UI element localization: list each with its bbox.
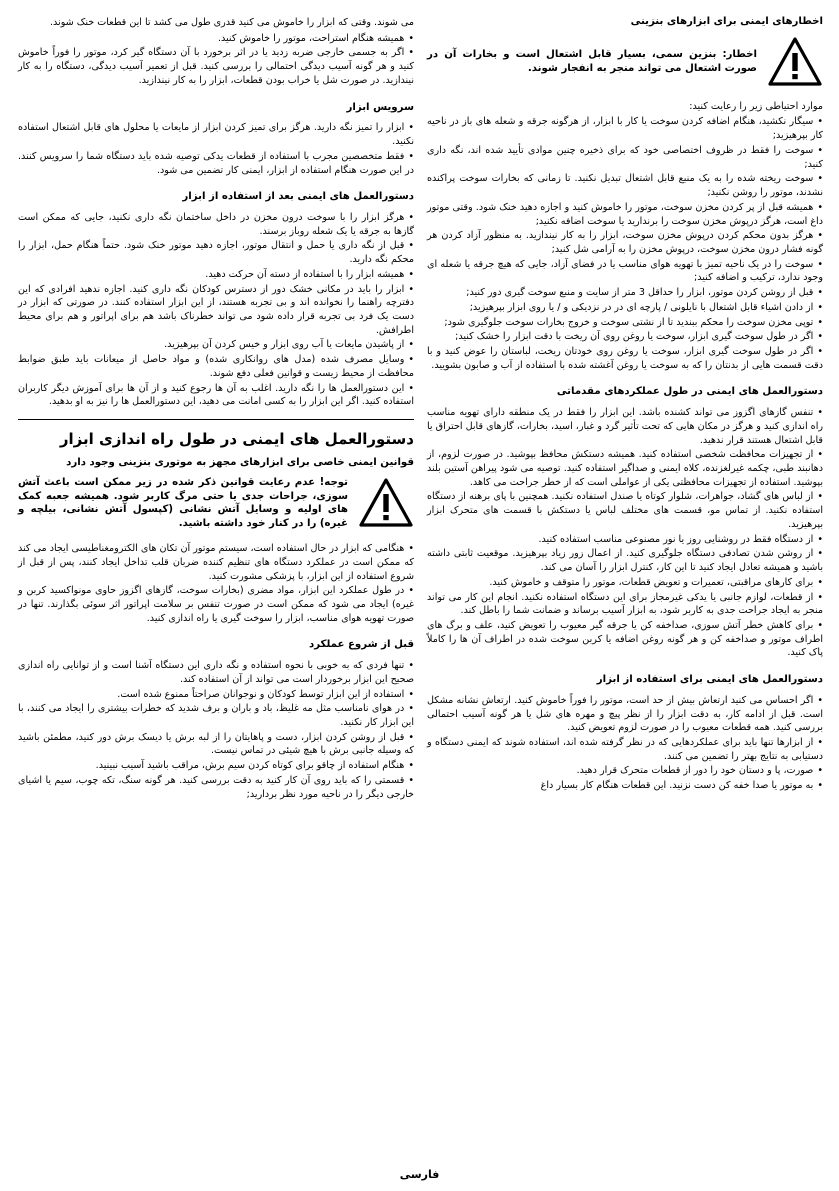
before-operation-list (18, 659, 414, 801)
list-item: • سوخت ریخته شده را به یک منبع قابل اشتعال تبدیل نکنید. تا زمانی که بخارات سوخت پراکنده نشدند، موتور را روشن نکنید; (427, 172, 823, 199)
list-item: • از تجهیزات محافظت شخصی استفاده کنید. همیشه دستکش محافظ بپوشید. در صورت لزوم، از دهانبند طبی، چکمه غیرلغزنده، کلاه ایمنی و صداگیر استفاده کنید. توصیه می شود پیراهن آستین بلند بپوشید. استفاده از تجهیزات محافظتی یکی از عواملی است که از خطر جراحت می کاهد. (427, 448, 823, 489)
specific-rules-list (18, 542, 414, 625)
continued-list (18, 32, 414, 88)
list-item: • برای کاهش خطر آتش سوزی، صداخفه کن یا جرقه گیر معیوب را تعویض کنید، علف و برگ های اطراف موتور و صداخفه کن و هر گونه روغن اضافه یا کربن سوخت شده در اطراف آن ها را کاملاً پاک کنید. (427, 619, 823, 660)
list-item: • از ابزارها تنها باید برای عملکردهایی که در نظر گرفته شده اند، استفاده شوند که ایمنی دستگاه و دستیابی به نتایج بهتر را تضمین می کنند. (427, 736, 823, 763)
list-item: • اگر در طول سوخت گیری ابزار، سوخت یا روغن روی آن ریخت با دقت ابزار را خشک کنید; (427, 330, 823, 344)
list-item: • قبل از روشن کردن موتور، ابزار را حداقل 3 متر از سایت و منبع سوخت گیری دور کنید; (427, 286, 823, 300)
list-item: • ابزار را باید در مکانی خشک دور از دسترس کودکان نگه داری کنید. اجازه ندهید افرادی که این دفترچه راهنما را نخوانده اند و بی تجربه هستند، از این ابزار استفاده کنند. در صورتی که ابزار در دست یک فرد بی تجربه قرار داده شود می تواند خطرناک باشد هم برای اپراتور و هم برای محیط اطرافش. (18, 283, 414, 338)
list-item: • در طول عملکرد این ابزار، مواد مضری (بخارات سوخت، گازهای اگزوز حاوی مونواکسید کربن و غیره) ایجاد می شود که ممکن است در صورت تنفس بر سلامت اپراتور اثر سوئی بگذارند. تنها در صورت تهویه هوای مناسب، ابزار را سوخت گیری یا راه اندازی کنید. (18, 584, 414, 625)
precautions-lead: موارد احتیاطی زیر را رعایت کنید: (689, 100, 823, 112)
preliminary-list (427, 406, 823, 660)
section-heading-preliminary: دستورالعمل های ایمنی در طول عملکردهای مقدماتی (556, 386, 823, 398)
list-item: • استفاده از این ابزار توسط کودکان و نوجوانان صراحتاً ممنوع شده است. (18, 688, 414, 702)
list-item: • همیشه قبل از پر کردن مخزن سوخت، موتور را خاموش کنید و اجازه دهید خنک شود. وقتی موتور داغ است، هرگز درپوش مخزن سوخت را برندارید یا سوخت اضافه نکنید; (427, 201, 823, 228)
list-item: • قبل از نگه داری یا حمل و انتقال موتور، اجازه دهید موتور خنک شود. حتماً هنگام حمل، ابزار را محکم نگه دارید. (18, 239, 414, 266)
subheading-specific-rules: قوانین ایمنی خاصی برای ابزارهای مجهز به موتوری بنزینی وجود دارد (66, 456, 414, 468)
section-heading-before-operation: قبل از شروع عملکرد (308, 639, 414, 651)
fire-warning-text: توجه! عدم رعایت قوانین ذکر شده در زیر ممکن است باعث آتش سوزی، جراحات جدی یا حتی مرگ کاربر شود. همیشه جعبه کمک های اولیه و وسایل آتش نشانی (کپسول آتش نشانی، بیلچه و غیره) را در کنار خود داشته باشید. (18, 477, 348, 529)
list-item: • این دستورالعمل ها را نگه دارید. اغلب به آن ها رجوع کنید و از آن ها برای آموزش دیگر کاربران استفاده کنید. اگر این ابزار را به کسی امانت می دهید، این دستورالعمل ها را نیز به او بدهید. (18, 382, 414, 409)
list-item: • وسایل مصرف شده (مدل های روانکاری شده) و مواد حاصل از میعانات باید طبق ضوابط محافظت از محیط زیست و قوانین فعلی دفع شوند. (18, 353, 414, 380)
list-item: • اگر احساس می کنید ارتعاش بیش از حد است، موتور را فوراً خاموش کنید. ارتعاش نشانه مشکل است. قبل از ادامه کار، به دقت ابزار را از نظر پیچ و مهره های شل یا هر گونه آسیب احتمالی بررسی کنید. همه قطعات معیوب را در صورت لزوم تعویض کنید. (427, 694, 823, 735)
list-item: • هرگز بدون محکم کردن درپوش مخزن سوخت، ابزار را به کار نیندازید. به منظور آزاد کردن هر گونه فشار درون مخزن سوخت، درپوش مخزن را به آرامی شل کنید; (427, 229, 823, 256)
page-language-label: فارسی (399, 1168, 440, 1181)
warning-triangle-icon (358, 477, 414, 529)
tool-use-list (427, 694, 823, 793)
section-heading-after-use: دستورالعمل های ایمنی بعد از استفاده از ابزار (182, 191, 414, 203)
list-item: • اگر به جسمی خارجی ضربه زدید یا در اثر برخورد با آن دستگاه گیر کرد، موتور را فوراً خاموش کنید و هر گونه آسیب دیدگی احتمالی را بررسی کنید. قبل از تعمیر آسیب دیدگی، دستگاه را به کار نیندازید. در صورت شل یا خراب بودن قطعات، ابزار را به کار نیندازید. (18, 46, 414, 87)
list-item: • هرگز ابزار را با سوخت درون مخزن در داخل ساختمان نگه داری نکنید، جایی که ممکن است گازها به جرقه یا یک شعله روباز برسند. (18, 211, 414, 238)
list-item: • برای کارهای مراقبتی، تعمیرات و تعویض قطعات، موتور را متوقف و خاموش کنید. (427, 576, 823, 590)
service-list (18, 121, 414, 177)
list-item: • در هوای نامناسب مثل مه غلیظ، باد و باران و برف شدید که خطرات بیشتری را ایجاد می کنند، با این ابزار کار نکنید. (18, 702, 414, 729)
section-heading-gasoline-warnings: اخطارهای ایمنی برای ابزارهای بنزینی (630, 16, 823, 27)
section-divider (18, 419, 414, 420)
continued-text: می شوند. وقتی که ابزار را خاموش می کنید قدری طول می کشد تا این قطعات خنک شوند. (49, 17, 414, 28)
warning-triangle-icon (767, 36, 823, 88)
fuel-warning-box (427, 36, 823, 88)
section-heading-service: سرویس ابزار (346, 101, 414, 113)
list-item: • فقط متخصصین مجرب با استفاده از قطعات یدکی توصیه شده باید دستگاه شما را سرویس کنند. در این صورت هنگام استفاده از ابزار، ایمنی کار تضمین می شود. (18, 150, 414, 177)
list-item: • توپی مخزن سوخت را محکم ببندید تا از نشتی سوخت و خروج بخارات سوخت جلوگیری شود; (427, 316, 823, 330)
section-heading-startup: دستورالعمل های ایمنی در طول راه اندازی ابزار (59, 430, 414, 449)
fuel-warning-text: اخطار: بنزین سمی، بسیار قابل اشتعال است و بخارات آن در صورت اشتعال می تواند منجر به انفجار شوند. (427, 49, 757, 74)
list-item: • ابزار را تمیز نگه دارید. هرگز برای تمیز کردن ابزار از مایعات یا محلول های قابل اشتعال استفاده نکنید. (18, 121, 414, 148)
list-item: • قسمتی را که باید روی آن کار کنید به دقت بررسی کنید. هر گونه سنگ، تکه چوب، سیم یا اشیای خارجی دیگر را در ناحیه مورد نظر بردارید; (18, 774, 414, 801)
list-item: • از دادن اشیاء قابل اشتعال با نایلونی / پارچه ای در در نزدیکی و / یا روی ابزار بپرهیزید; (427, 301, 823, 315)
list-item: • سیگار نکشید، هنگام اضافه کردن سوخت یا کار با ابزار، از هرگونه جرقه و شعله های باز در ناحیه کار بپرهیزید; (427, 115, 823, 142)
list-item: • تنها فردی که به خوبی با نحوه استفاده و نگه داری این دستگاه آشنا است و از توانایی راه اندازی صحیح این ابزار برخوردار است می تواند از آن استفاده کند. (18, 659, 414, 686)
list-item: • از دستگاه فقط در روشنایی روز یا نور مصنوعی مناسب استفاده کنید. (427, 533, 823, 547)
list-item: • از قطعات، لوازم جانبی یا یدکی غیرمجاز برای این دستگاه استفاده نکنید. انجام این کار می تواند منجر به ایجاد جراحت جدی به کاربر شود، به ابزار آسیب برساند و ضمانت شما را باطل کند. (427, 591, 823, 618)
left-column (18, 16, 414, 802)
list-item: • از پاشیدن مایعات یا آب روی ابزار و خیس کردن آن بپرهیزید. (18, 338, 414, 352)
fuel-precautions-list (427, 115, 823, 372)
list-item: • سوخت را در یک ناحیه تمیز با تهویه هوای مناسب یا در فضای آزاد، جایی که هیچ جرقه یا شعله ای وجود ندارد، ترکیب و اضافه کنید; (427, 258, 823, 285)
list-item: • اگر در طول سوخت گیری ابزار، سوخت یا روغن روی خودتان ریخت، لباستان را عوض کنید و با دقت قسمت هایی از بدنتان را که به سوخت یا روغن آغشته شده با استفاده از آب و صابون بشویید. (427, 345, 823, 372)
list-item: • به موتور یا صدا خفه کن دست نزنید. این قطعات هنگام کار بسیار داغ (427, 779, 823, 793)
list-item: • هنگامی که ابزار در حال استفاده است، سیستم موتور آن تکان های الکترومغناطیسی ایجاد می کند که ممکن است در عملکرد دستگاه های تنظیم کننده ضربان قلب تداخل ایجاد کنند، پس از قبل از شروع استفاده از این ابزار، با پزشکی مشورت کنید. (18, 542, 414, 583)
list-item: • همیشه ابزار را با استفاده از دسته آن حرکت دهید. (18, 268, 414, 282)
list-item: • صورت، پا و دستان خود را دور از قطعات متحرک قرار دهید. (427, 764, 823, 778)
list-item: • سوخت را فقط در ظروف اختصاصی خود که برای ذخیره چنین موادی تأیید شده اند، نگه داری کنید; (427, 144, 823, 171)
after-use-list (18, 211, 414, 409)
fire-warning-box (18, 476, 414, 530)
section-heading-tool-use: دستورالعمل های ایمنی برای استفاده از ابزار (596, 674, 823, 686)
right-column (427, 16, 823, 794)
list-item: • از لباس های گشاد، جواهرات، شلوار کوتاه یا صندل استفاده نکنید. همچنین با پای برهنه از دستگاه استفاده نکنید. از تماس مو، قسمت های مختلف لباس یا دستکش با قسمت های متحرک ابزار بپرهیزید. (427, 490, 823, 531)
list-item: • همیشه هنگام استراحت، موتور را خاموش کنید. (18, 32, 414, 46)
list-item: • تنفس گازهای اگزوز می تواند کشنده باشد. این ابزار را فقط در یک منطقه دارای تهویه مناسب راه اندازی کنید و هرگز در مکان هایی که تحت تأثیر گرد و غبار، اسید، بخارات، گازهای قابل احتراق یا قابل اشتعال هستند قرار ندهید. (427, 406, 823, 447)
list-item: • قبل از روشن کردن ابزار، دست و پاهایتان را از لبه برش یا دیسک برش دور کنید، مطمئن باشید که وسیله جانبی برش با هیچ شیئی در تماس نیست. (18, 731, 414, 758)
list-item: • هنگام استفاده از چاقو برای کوتاه کردن سیم برش، مراقب باشید آسیب نبینید. (18, 759, 414, 773)
list-item: • از روشن شدن تصادفی دستگاه جلوگیری کنید. از اعمال زور زیاد بپرهیزید. موقعیت ثابتی داشته باشید و همیشه تعادل ایجاد کنید تا این کار، کنترل ابزار را آسان می کند. (427, 547, 823, 574)
